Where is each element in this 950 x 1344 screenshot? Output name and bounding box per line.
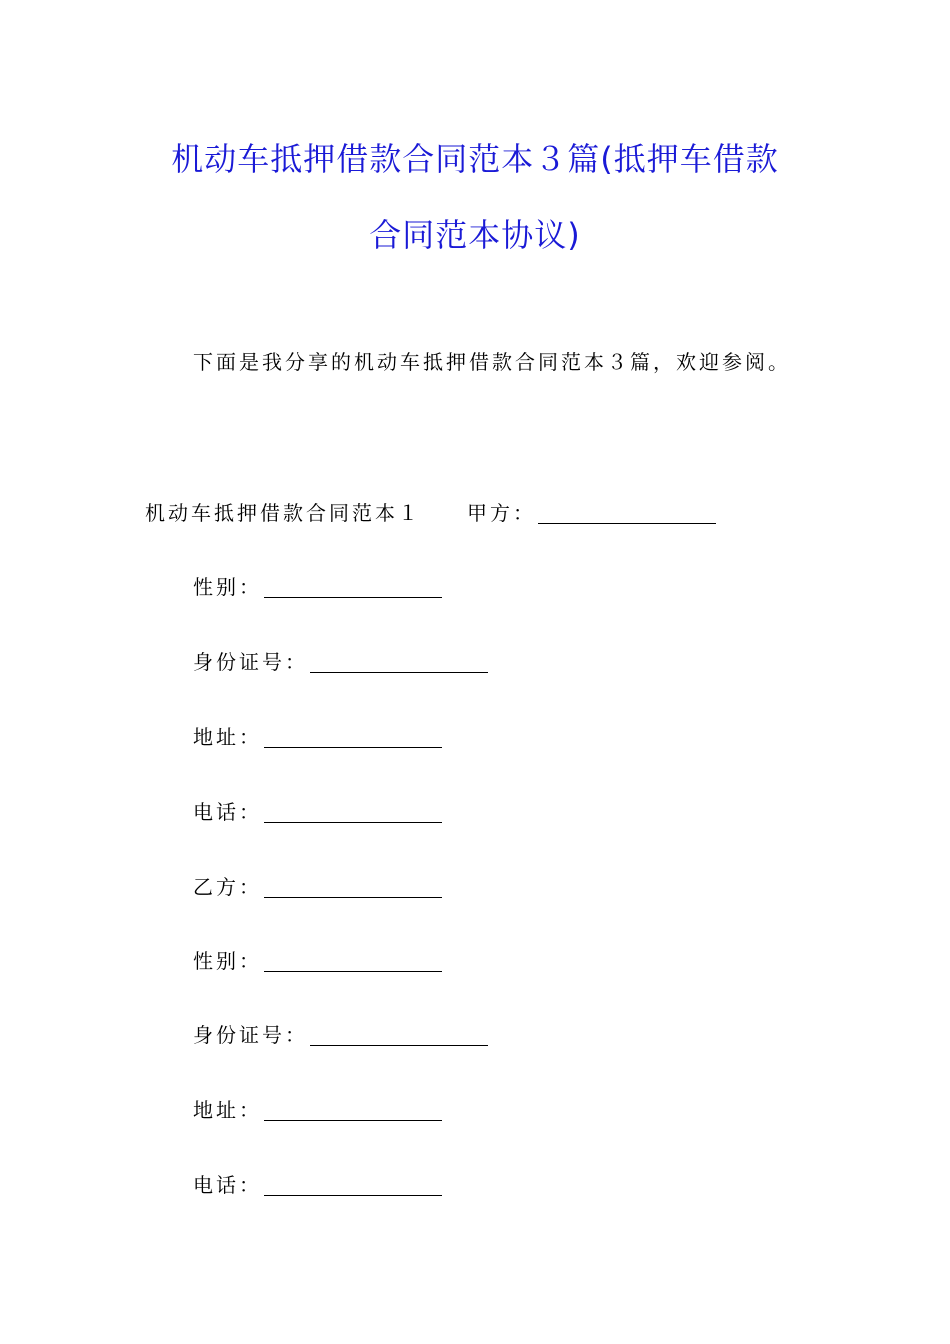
field-blank <box>310 650 488 673</box>
field-address-b <box>193 1094 442 1123</box>
field-label: 地址： <box>193 725 262 749</box>
field-blank <box>264 949 442 972</box>
field-blank <box>264 1173 442 1196</box>
field-label: 电话： <box>193 1173 262 1197</box>
field-blank <box>264 800 442 823</box>
field-address-a <box>193 721 442 750</box>
field-gender-a <box>193 571 442 600</box>
field-label: 电话： <box>193 800 262 824</box>
field-blank <box>264 1098 442 1121</box>
field-party-b <box>193 871 442 900</box>
field-phone-b <box>193 1169 442 1198</box>
intro-paragraph: 下面是我分享的机动车抵押借款合同范本３篇，欢迎参阅。 <box>193 350 791 374</box>
field-label: 地址： <box>193 1098 262 1122</box>
contract-1-heading-line <box>145 497 716 526</box>
field-label: 身份证号： <box>193 1023 308 1047</box>
field-label: 乙方： <box>193 875 262 899</box>
field-id-number-a <box>193 646 488 675</box>
field-blank <box>264 575 442 598</box>
document-title-line-2: 合同范本协议) <box>369 216 581 254</box>
field-id-number-b <box>193 1019 488 1048</box>
field-blank <box>264 875 442 898</box>
field-label: 性别： <box>193 949 262 973</box>
party-a-blank <box>538 501 716 524</box>
field-blank <box>264 725 442 748</box>
field-label: 性别： <box>193 575 262 599</box>
field-label: 身份证号： <box>193 650 308 674</box>
field-gender-b <box>193 945 442 974</box>
document-title-line-1: 机动车抵押借款合同范本３篇(抵押车借款 <box>171 140 779 178</box>
field-phone-a <box>193 796 442 825</box>
field-blank <box>310 1023 488 1046</box>
contract-1-heading: 机动车抵押借款合同范本１ <box>145 501 421 525</box>
party-a-label: 甲方： <box>467 501 536 525</box>
